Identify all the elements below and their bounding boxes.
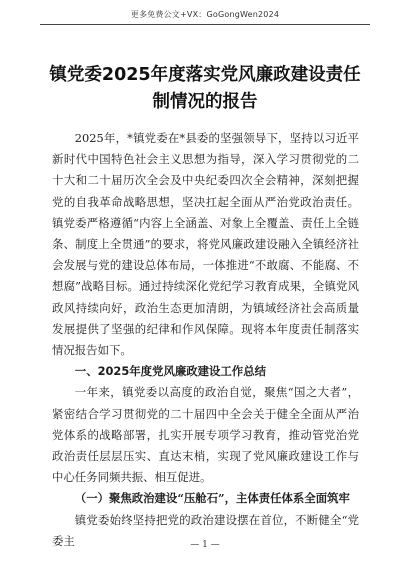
section-heading-1: 一、2025年度党风廉政建设工作总结 [74, 364, 266, 379]
title-line-1: 镇党委2025年度落实党风廉政建设责任 [49, 65, 361, 85]
subsection-1-paragraph: 镇党委始终坚持把党的政治建设摆在首位，不断健全“党委主 [52, 512, 359, 548]
intro-paragraph: 2025年，*镇党委在*县委的坚强领导下，坚持以习近平新时代中国特色社会主义思想为指导，深入学习贯彻党的二十大和二十届历次全会及中央纪委四次全会精神，深刻把握党的自我革命战略思想，坚决扛起全面从严治党政治责任。镇党委严格遵循“内容上全涵盖、对象上全覆盖、责任上全链条、制度上全贯通”的要求，将党风廉政建设融入全镇经济社会发展与党的建设总体布局，一体推进“不敢腐、不能腐、不想腐”战略目标。通过持续深化党纪学习教育成果，全镇党风政风持续向好，政治生态更加清朗，为镇域经济社会高质量发展提供了坚强的纪律和作风保障。现将本年度责任制落实情况报告如下。 [52, 131, 359, 358]
document-body [52, 128, 359, 552]
subsection-heading-1: （一）聚焦政治建设“压舱石”，主体责任体系全面筑牢 [74, 491, 350, 506]
title-line-2: 制情况的报告 [152, 92, 258, 112]
section-1-paragraph: 一年来，镇党委以高度的政治自觉，聚焦“国之大者”，紧密结合学习贯彻党的二十届四中全会关于健全全面从严治党体系的战略部署，扎实开展专项学习教育，推动管党治党政治责任层层压实、直达末梢，实现了党风廉政建设工作与中心任务同频共振、相互促进。 [52, 385, 359, 485]
header-note: 更多免费公文+VX：GoGongWen2024 [130, 10, 280, 19]
document-title [40, 62, 370, 116]
header-divider [40, 24, 370, 25]
page-number: — 1 — [190, 540, 220, 550]
